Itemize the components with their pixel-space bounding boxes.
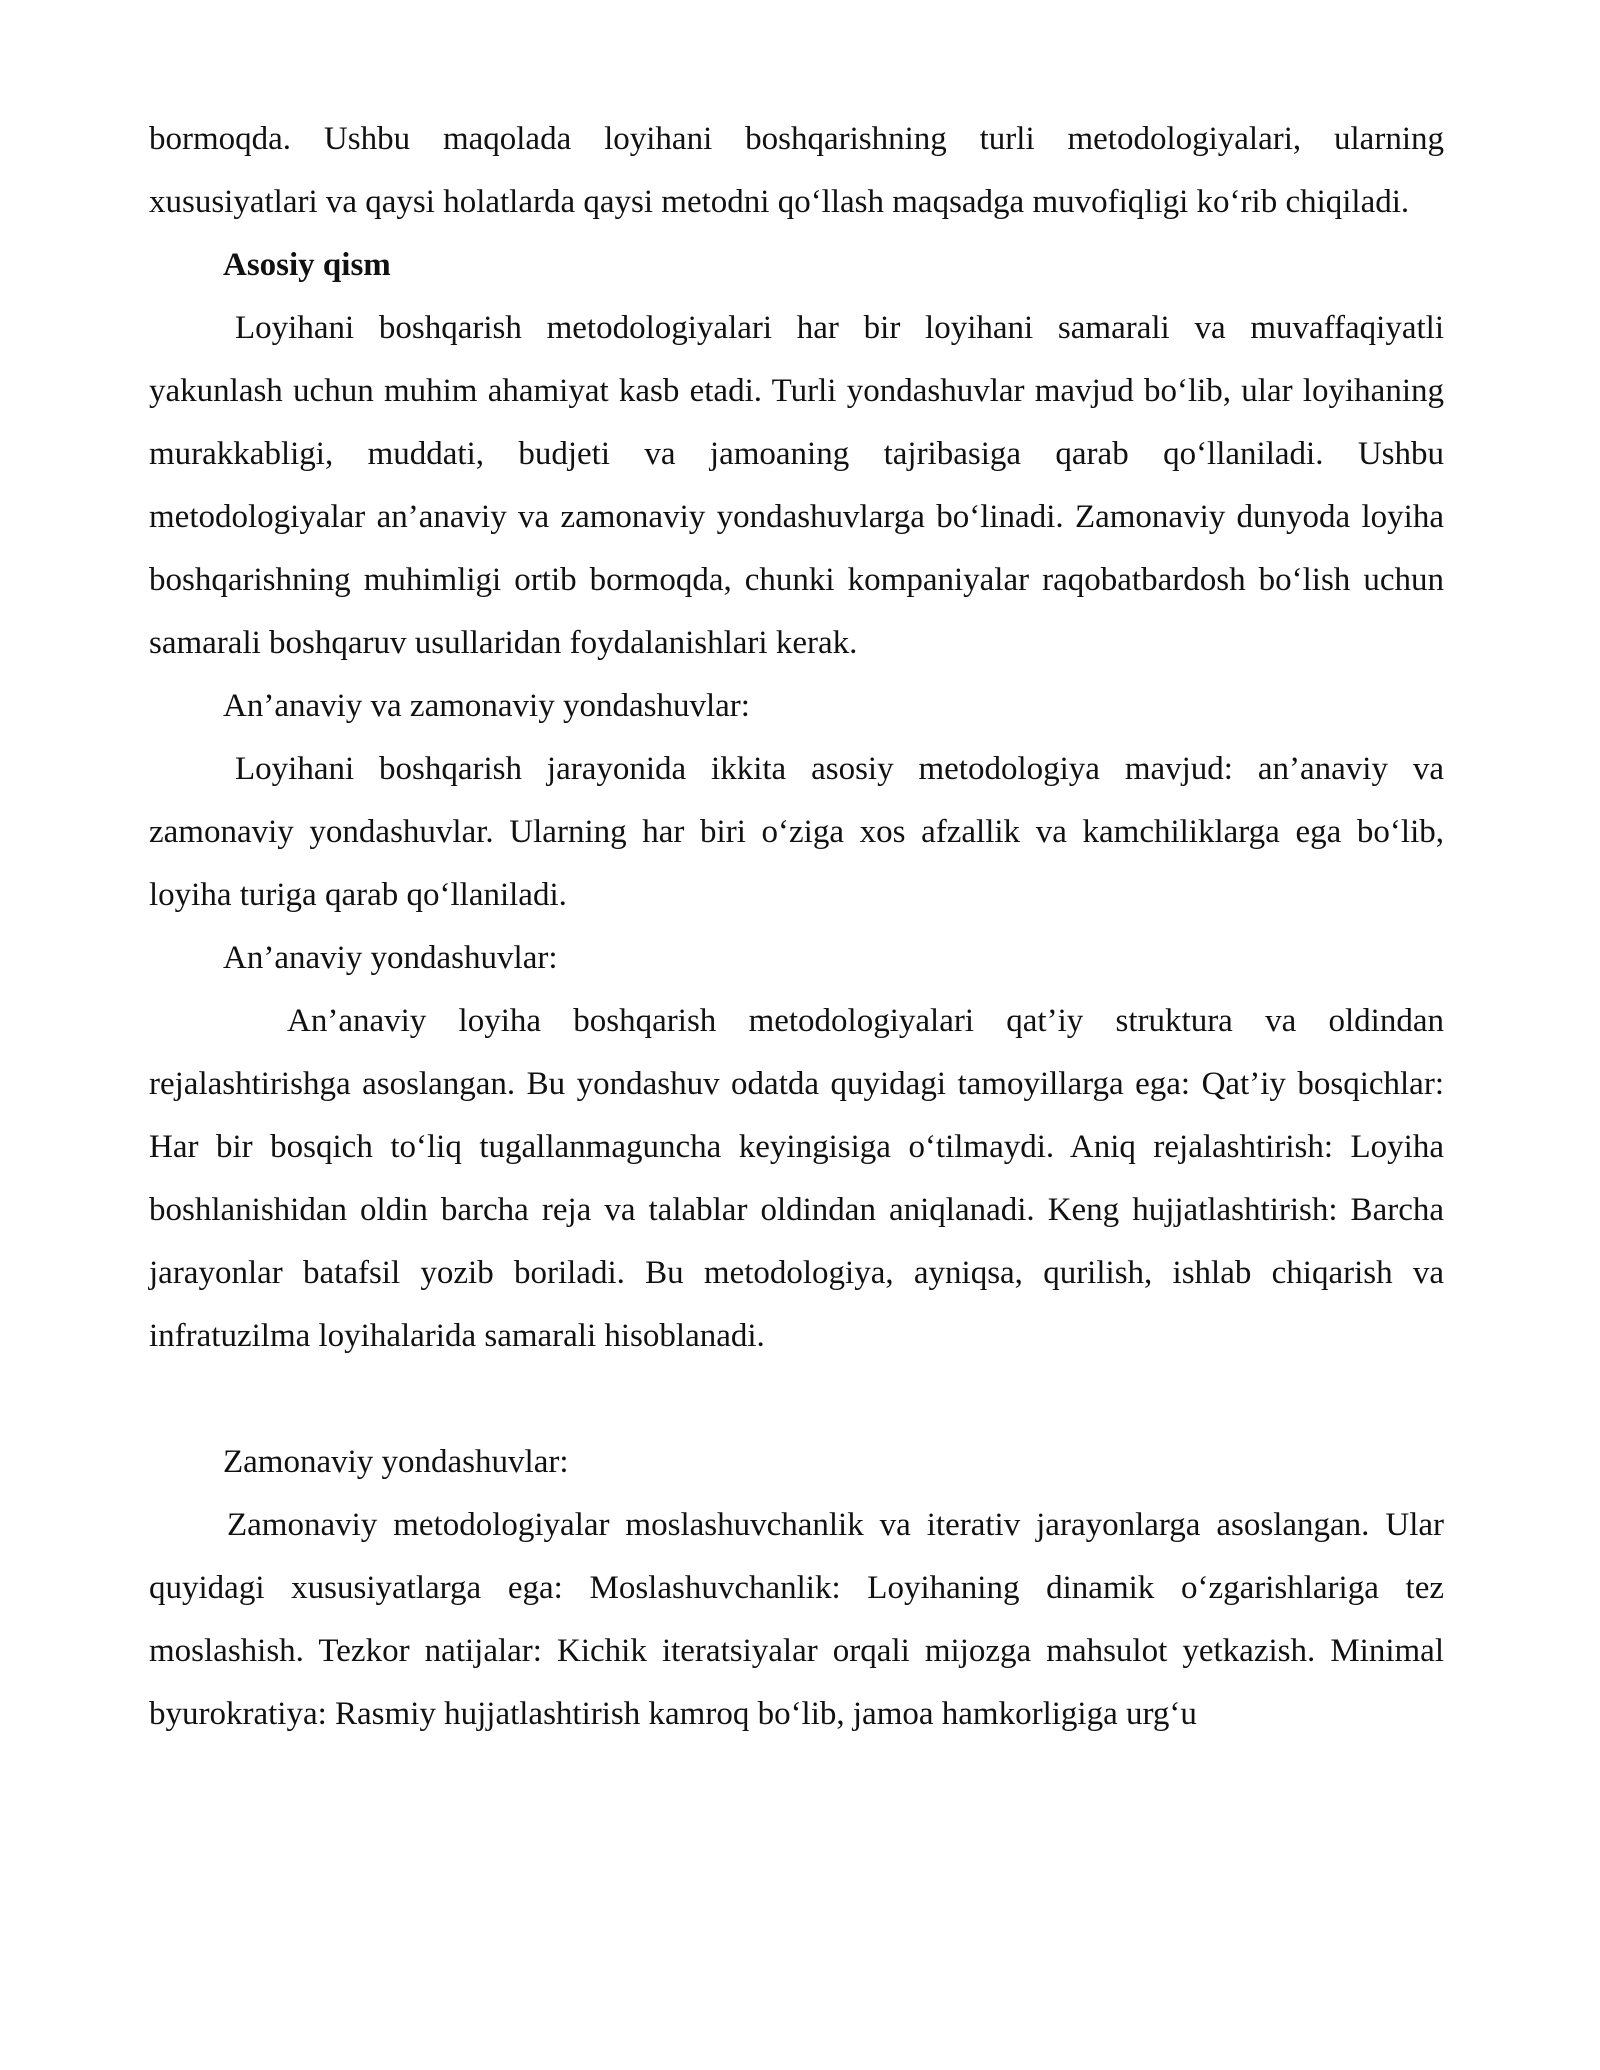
traditional-paragraph: An’anaviy loyiha boshqarish metodologiyalari qat’iy struktura va oldindan rejalashtirishga asoslangan. Bu yondashuv odatda quyidagi tamoyillarga ega: Qat’iy bosqichlar: Har bir bosqich to‘liq tugallanmaguncha keyingisiga o‘tilmaydi. Aniq rejalashtirish: Loyiha boshlanishidan oldin barcha reja va talablar oldindan aniqlanadi. Keng hujjatlashtirish: Barcha jarayonlar batafsil yozib boriladi. Bu metodologiya, ayniqsa, qurilish, ishlab chiqarish va infratuzilma loyihalarida samarali hisoblanadi. — [149, 1003, 1444, 1354]
section-heading: Asosiy qism — [223, 247, 391, 283]
subheading-modern: Zamonaviy yondashuvlar: — [223, 1444, 569, 1480]
intro-continuation-paragraph: bormoqda. Ushbu maqolada loyihani boshqarishning turli metodologiyalari, ularning xususiyatlari va qaysi holatlarda qaysi metodni qo‘llash maqsadga muvofiqligi ko‘rib chiqiladi. — [149, 121, 1444, 220]
main-paragraph: Loyihani boshqarish metodologiyalari har bir loyihani samarali va muvaffaqiyatli yakunlash uchun muhim ahamiyat kasb etadi. Turli yondashuvlar mavjud bo‘lib, ular loyihaning murakkabligi, muddati, budjeti va jamoaning tajribasiga qarab qo‘llaniladi. Ushbu metodologiyalar an’anaviy va zamonaviy yondashuvlarga bo‘linadi. Zamonaviy dunyoda loyiha boshqarishning muhimligi ortib bormoqda, chunki kompaniyalar raqobatbardosh bo‘lish uchun samarali boshqaruv usullaridan foydalanishlari kerak. — [149, 310, 1444, 661]
subheading-both-approaches: An’anaviy va zamonaviy yondashuvlar: — [223, 688, 750, 724]
blank-line — [149, 1368, 1444, 1431]
modern-paragraph: Zamonaviy metodologiyalar moslashuvchanlik va iterativ jarayonlarga asoslangan. Ular quyidagi xususiyatlarga ega: Moslashuvchanlik: Loyihaning dinamik o‘zgarishlariga tez moslashish. Tezkor natijalar: Kichik iteratsiyalar orqali mijozga mahsulot yetkazish. Minimal byurokratiya: Rasmiy hujjatlashtirish kamroq bo‘lib, jamoa hamkorligiga urg‘u — [149, 1507, 1444, 1732]
document-page — [149, 108, 1444, 1746]
subheading-traditional: An’anaviy yondashuvlar: — [223, 940, 558, 976]
both-approaches-paragraph: Loyihani boshqarish jarayonida ikkita asosiy metodologiya mavjud: an’anaviy va zamonaviy yondashuvlar. Ularning har biri o‘ziga xos afzallik va kamchiliklarga ega bo‘lib, loyiha turiga qarab qo‘llaniladi. — [149, 751, 1444, 913]
